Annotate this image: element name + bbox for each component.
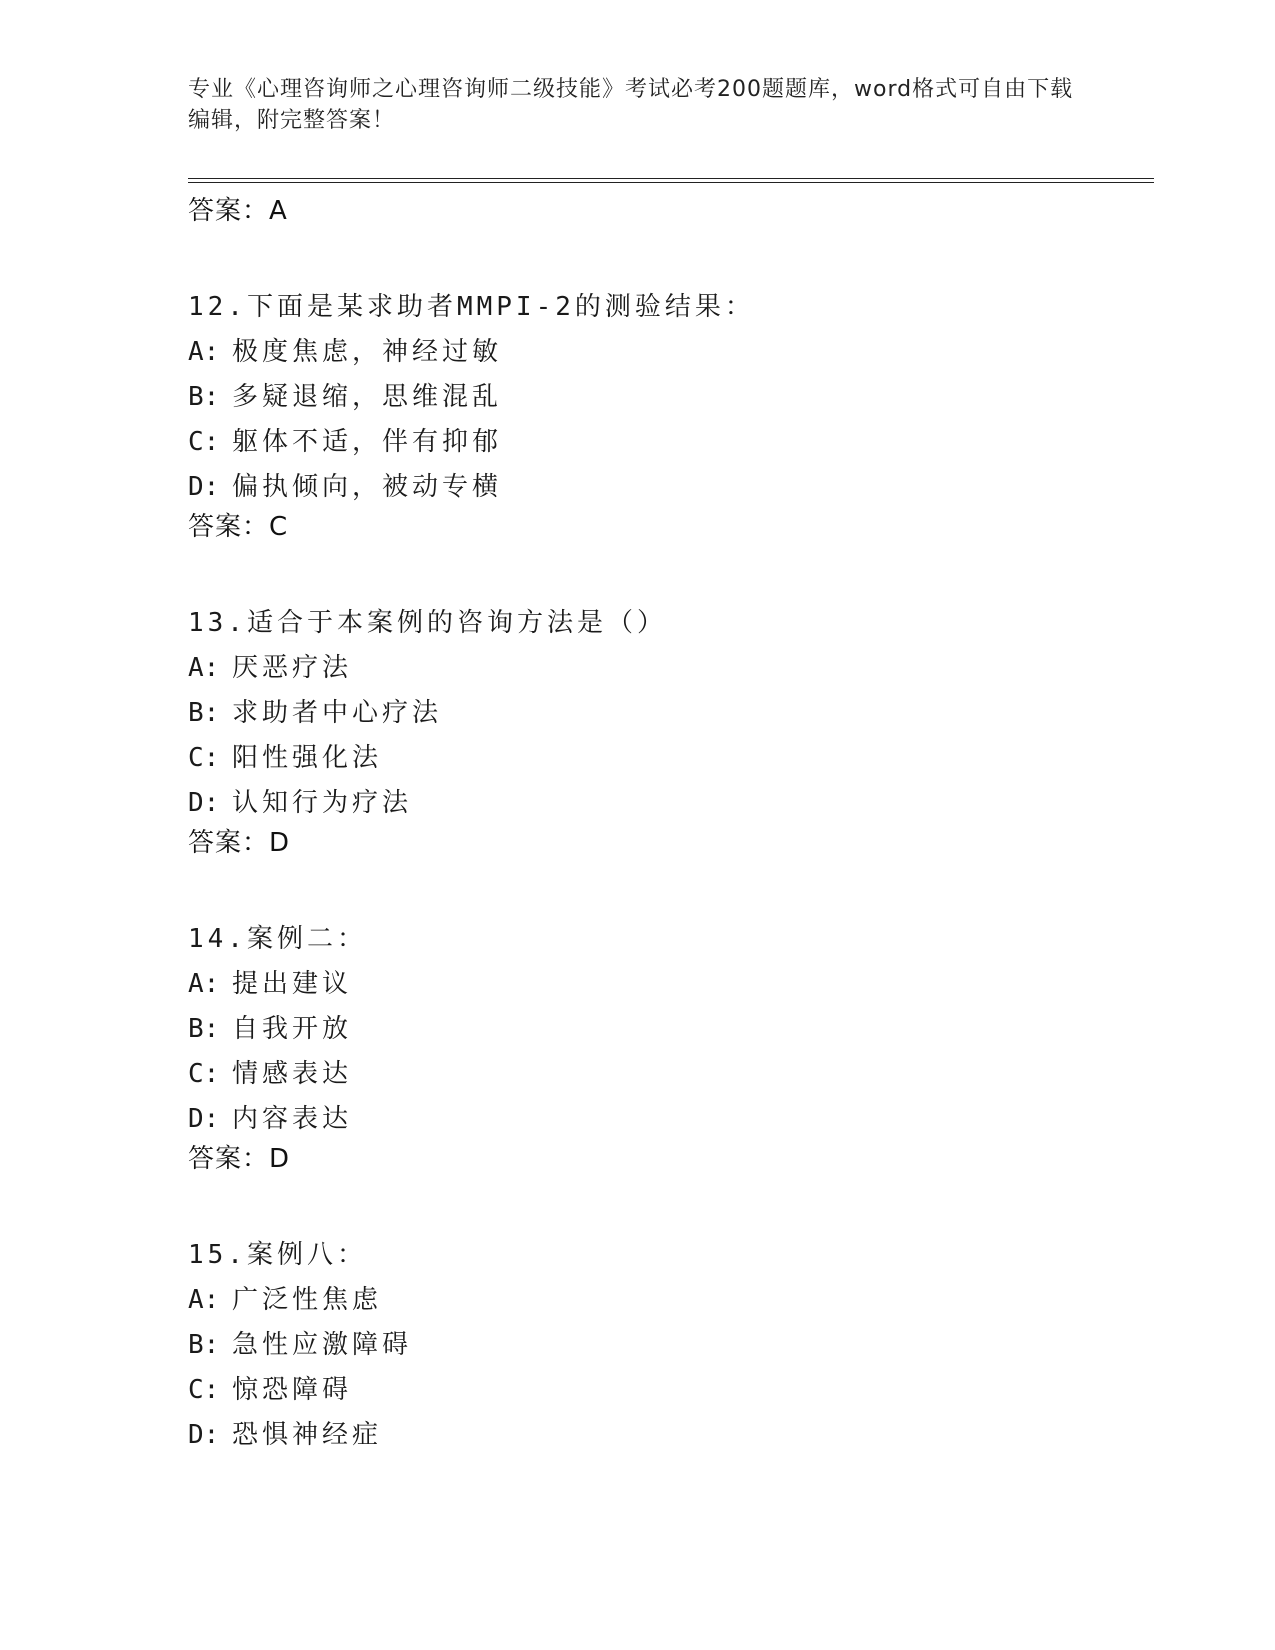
option-line (188, 962, 1148, 1007)
option-text: 偏执倾向，被动专横 (232, 472, 503, 502)
document-header: 专业《心理咨询师之心理咨询师二级技能》考试必考200题题库，word格式可自由下载编辑，附完整答案！ (188, 77, 1074, 133)
option-text: 惊恐障碍 (232, 1375, 353, 1405)
question-stem: 13.适合于本案例的咨询方法是（） (188, 608, 667, 638)
option-key: C: (188, 427, 220, 457)
option-line (188, 1278, 1148, 1323)
option-key: A: (188, 337, 220, 367)
option-text: 提出建议 (232, 969, 353, 999)
option-line (188, 1097, 1148, 1142)
option-line (188, 736, 1148, 781)
option-line (188, 465, 1148, 510)
option-key: D: (188, 1104, 220, 1134)
option-key: D: (188, 1420, 220, 1450)
option-text: 阳性强化法 (232, 743, 383, 773)
option-text: 厌恶疗法 (232, 653, 353, 683)
option-text: 恐惧神经症 (232, 1420, 383, 1450)
option-key: D: (188, 788, 220, 818)
answer-line: 答案：D (188, 1144, 291, 1174)
question-stem: 14.案例二： (188, 924, 367, 954)
question-block (188, 285, 1148, 544)
option-key: D: (188, 472, 220, 502)
option-line (188, 646, 1148, 691)
option-key: A: (188, 653, 220, 683)
option-text: 极度焦虑，神经过敏 (232, 337, 503, 367)
option-text: 情感表达 (232, 1059, 353, 1089)
header-divider (188, 178, 1154, 183)
option-line (188, 781, 1148, 826)
question-stem: 15.案例八： (188, 1240, 367, 1270)
question-block (188, 601, 1148, 860)
question-list (188, 194, 1148, 1458)
question-block (188, 1233, 1148, 1458)
option-line (188, 1368, 1148, 1413)
option-key: C: (188, 1375, 220, 1405)
option-key: C: (188, 743, 220, 773)
option-text: 内容表达 (232, 1104, 353, 1134)
option-key: B: (188, 382, 220, 412)
answer-line: 答案：C (188, 512, 289, 542)
option-line (188, 1413, 1148, 1458)
option-key: A: (188, 1285, 220, 1315)
option-text: 认知行为疗法 (232, 788, 413, 818)
option-key: A: (188, 969, 220, 999)
option-key: B: (188, 1330, 220, 1360)
question-block (188, 917, 1148, 1176)
option-line (188, 375, 1148, 420)
option-text: 求助者中心疗法 (232, 698, 443, 728)
question-stem: 12.下面是某求助者MMPI-2的测验结果： (188, 292, 755, 322)
option-line (188, 1052, 1148, 1097)
option-line (188, 420, 1148, 465)
option-line (188, 691, 1148, 736)
option-line (188, 330, 1148, 375)
answer-line: 答案：D (188, 828, 291, 858)
option-text: 自我开放 (232, 1014, 353, 1044)
answer-line: 答案：A (188, 196, 288, 226)
option-text: 多疑退缩，思维混乱 (232, 382, 503, 412)
option-text: 广泛性焦虑 (232, 1285, 383, 1315)
option-key: B: (188, 1014, 220, 1044)
option-key: B: (188, 698, 220, 728)
option-key: C: (188, 1059, 220, 1089)
option-text: 躯体不适，伴有抑郁 (232, 427, 503, 457)
option-line (188, 1323, 1148, 1368)
option-text: 急性应激障碍 (232, 1330, 413, 1360)
option-line (188, 1007, 1148, 1052)
